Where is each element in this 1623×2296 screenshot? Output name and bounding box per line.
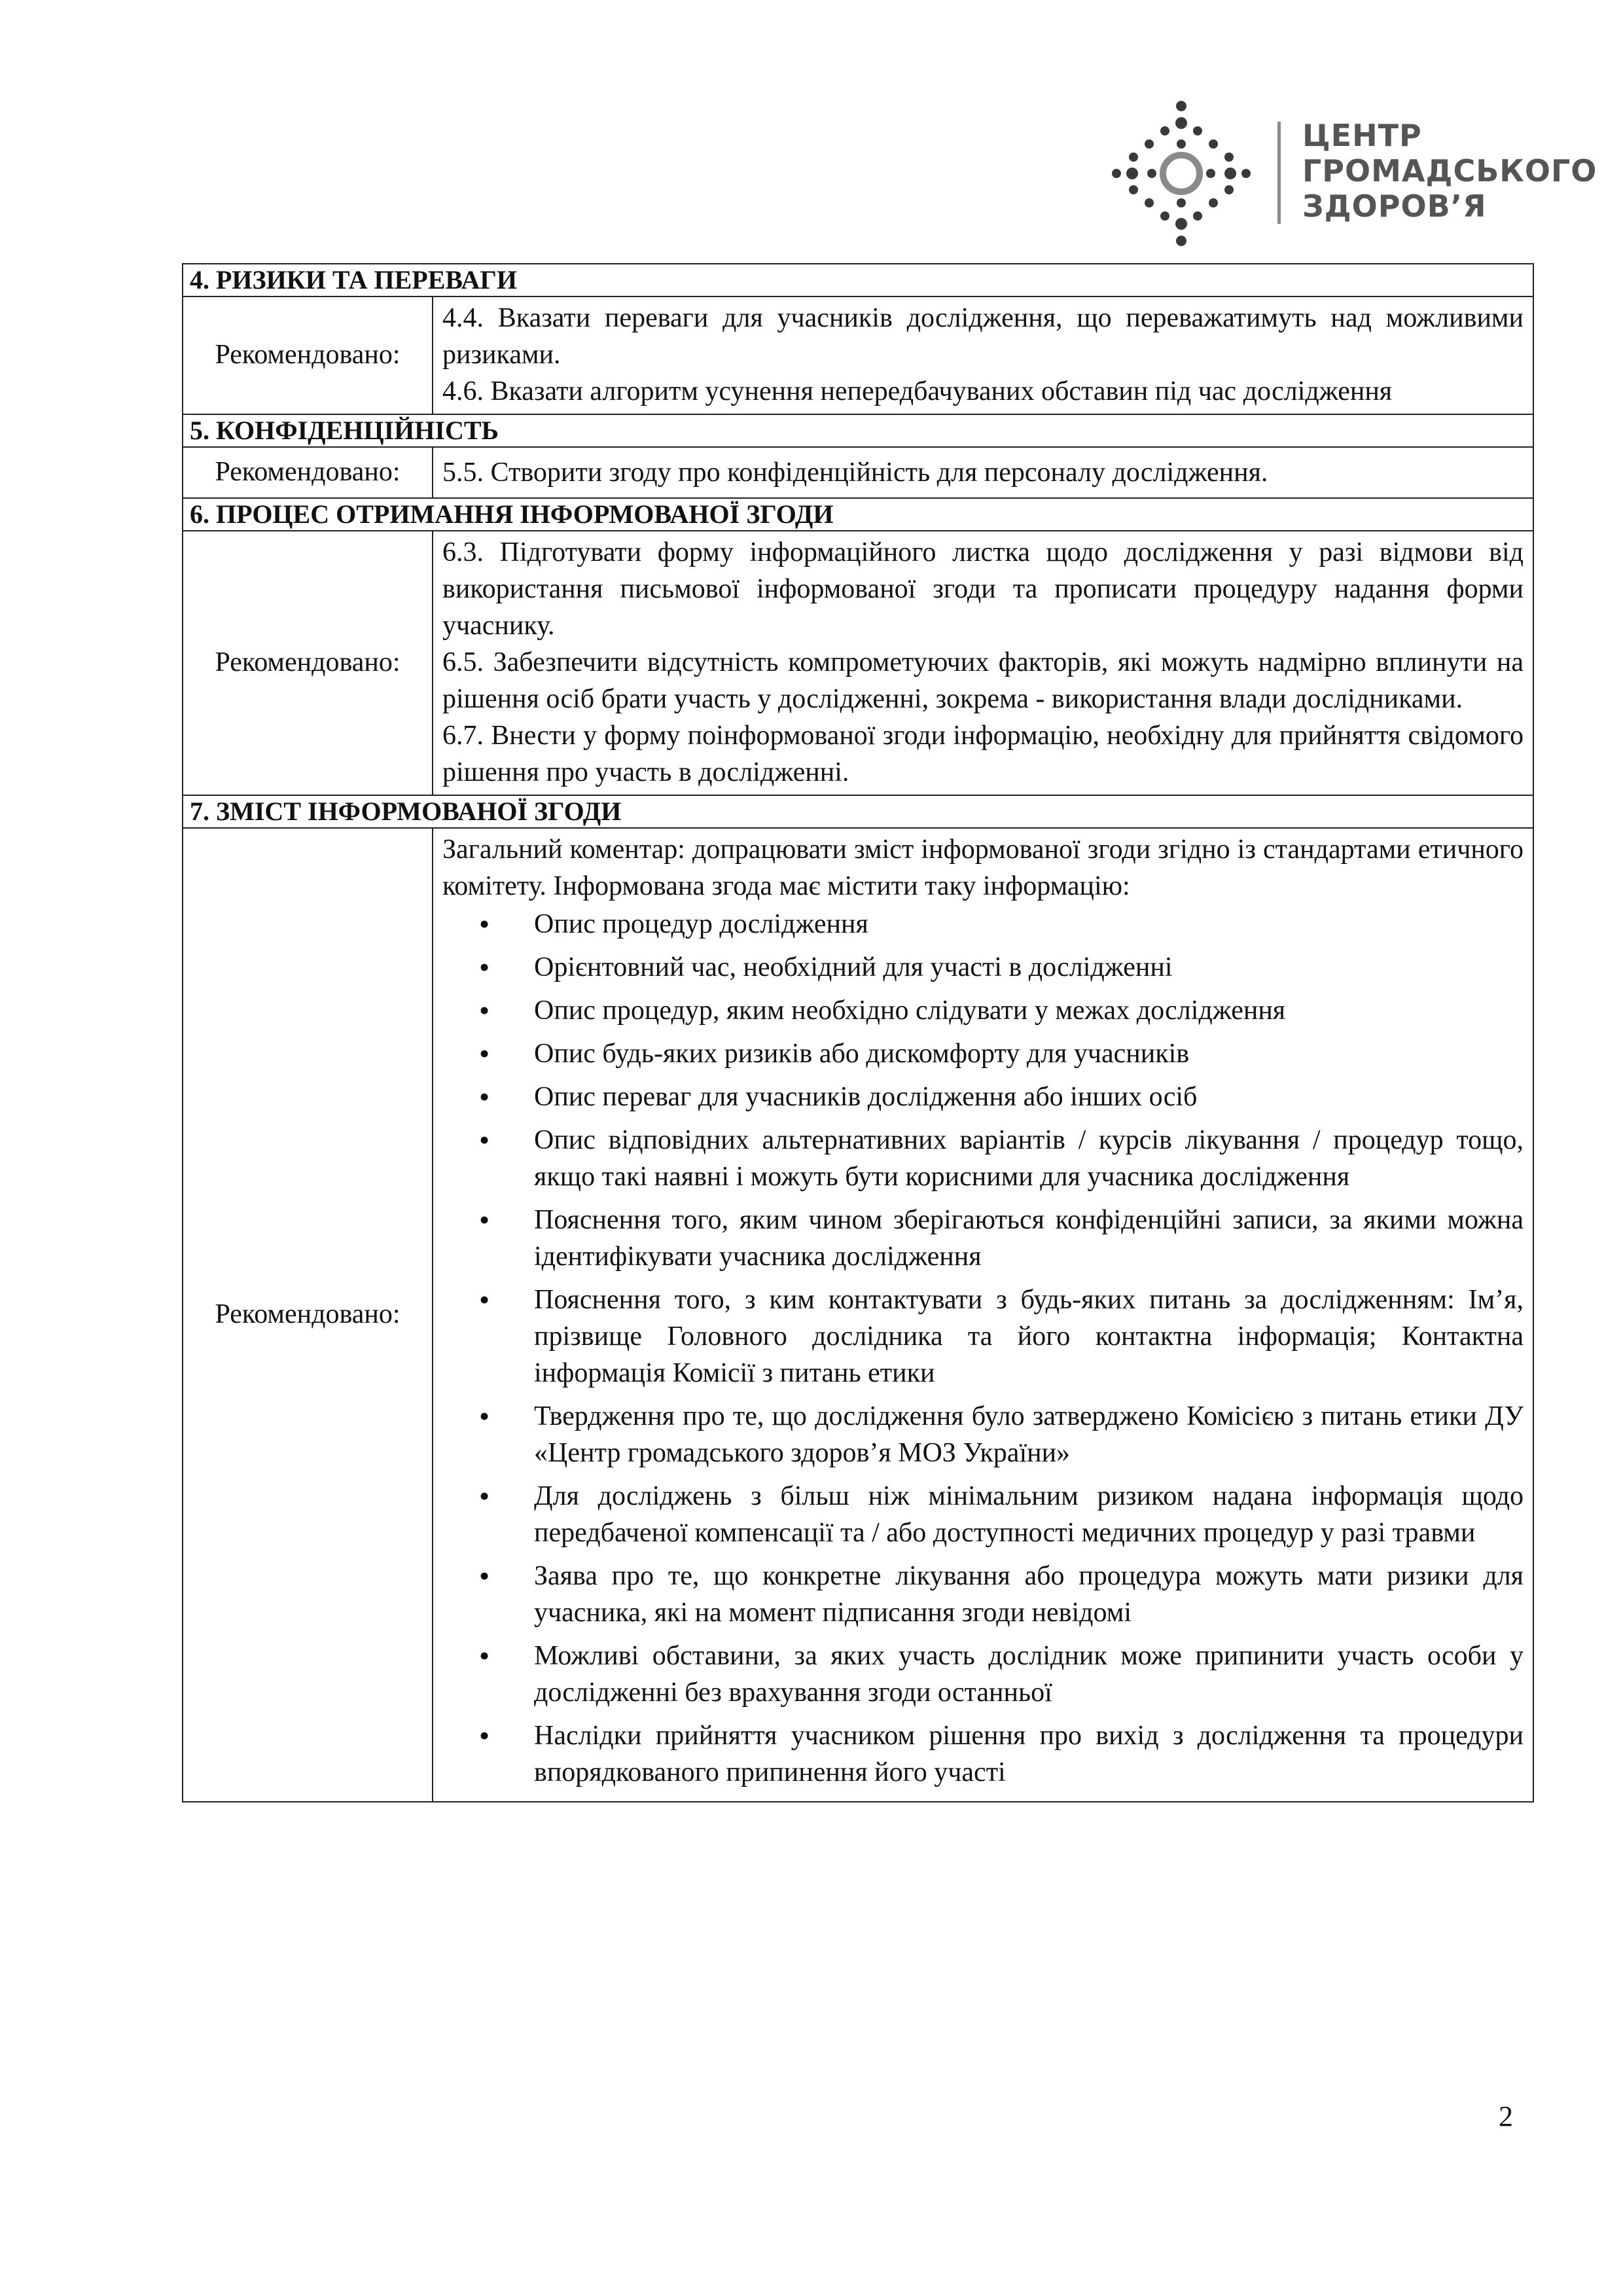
- review-table: [182, 263, 1534, 1803]
- list-item: • Для досліджень з більш ніж мінімальним ризиком надана інформація щодо передбаченої компенсації та / або доступності медичних процедур у разі травми: [534, 1478, 1524, 1551]
- recommendation-item: 6.7. Внести у форму поінформованої згоди інформацію, необхідну для прийняття свідомого рішення про участь в дослідженні.: [442, 721, 1524, 787]
- section-row-confidentiality: [183, 447, 1533, 498]
- list-item: • Пояснення того, з ким контактувати з будь-яких питань за дослідженням: Ім’я, прізвище Головного дослідника та його контактна інформація; Контактна інформація Комісії з питань етики: [534, 1282, 1524, 1391]
- section-heading: 4. РИЗИКИ ТА ПЕРЕВАГИ: [183, 264, 1533, 296]
- recommendation-item: 4.6. Вказати алгоритм усунення непередбачуваних обставин під час дослідження: [442, 376, 1393, 406]
- bullet-list: [442, 906, 1524, 1791]
- row-content: [433, 296, 1533, 414]
- logo: [1106, 98, 1597, 249]
- list-item: • Пояснення того, яким чином зберігаються конфіденційні записи, за якими можна ідентифікувати учасника дослідження: [534, 1202, 1524, 1275]
- row-label: Рекомендовано:: [183, 447, 433, 498]
- section-heading: 6. ПРОЦЕС ОТРИМАННЯ ІНФОРМОВАНОЇ ЗГОДИ: [183, 498, 1533, 531]
- list-item: • Твердження про те, що дослідження було затверджено Комісією з питань етики ДУ «Центр громадського здоров’я МОЗ України»: [534, 1398, 1524, 1471]
- row-label: Рекомендовано:: [183, 531, 433, 795]
- row-content: [433, 531, 1533, 795]
- section-heading: 7. ЗМІСТ ІНФОРМОВАНОЇ ЗГОДИ: [183, 795, 1533, 828]
- recommendation-item: 5.5. Створити згоду про конфіденційність для персоналу дослідження.: [442, 457, 1268, 488]
- row-label: Рекомендовано:: [183, 296, 433, 414]
- section-heading-consent-content: [183, 795, 1533, 828]
- section-heading: 5. КОНФІДЕНЦІЙНІСТЬ: [183, 414, 1533, 447]
- list-item: • Орієнтовний час, необхідний для участі в дослідженні: [534, 949, 1524, 986]
- recommendation-item: 6.3. Підготувати форму інформаційного листка щодо дослідження у разі відмови від використання письмової інформованої згоди та прописати процедуру надання форми учаснику.: [442, 537, 1524, 641]
- general-comment: Загальний коментар: допрацювати зміст інформованої згоди згідно із стандартами етичного комітету. Інформована згода має містити таку інформацію:: [442, 834, 1524, 901]
- recommendation-item: 4.4. Вказати переваги для учасників дослідження, що переважатимуть над можливими ризиками.: [442, 303, 1524, 370]
- list-item: • Можливі обставини, за яких участь дослідник може припинити участь особи у дослідженні без врахування згоди останньої: [534, 1638, 1524, 1711]
- logo-separator: [1277, 122, 1281, 224]
- list-item: • Опис будь-яких ризиків або дискомфорту для учасників: [534, 1035, 1524, 1072]
- list-item: • Опис процедур дослідження: [534, 906, 1524, 942]
- logo-line: ГРОМАДСЬКОГО: [1302, 153, 1597, 188]
- list-item: • Наслідки прийняття учасником рішення про вихід з дослідження та процедури впорядкованого припинення його участі: [534, 1717, 1524, 1791]
- section-row-consent-process: [183, 531, 1533, 795]
- logo-text: [1302, 118, 1597, 224]
- logo-dots-icon: [1106, 98, 1257, 249]
- row-label: Рекомендовано:: [183, 828, 433, 1802]
- row-content: [433, 447, 1533, 498]
- section-row-consent-content: [183, 828, 1533, 1802]
- row-content: [433, 828, 1533, 1802]
- section-row-risks: [183, 296, 1533, 414]
- list-item: • Заява про те, що конкретне лікування або процедура можуть мати ризики для учасника, які на момент підписання згоди невідомі: [534, 1558, 1524, 1631]
- list-item: • Опис відповідних альтернативних варіантів / курсів лікування / процедур тощо, якщо такі наявні і можуть бути корисними для учасника дослідження: [534, 1122, 1524, 1195]
- recommendation-item: 6.5. Забезпечити відсутність компрометуючих факторів, які можуть надмірно вплинути на рішення осіб брати участь у дослідженні, зокрема - використання влади дослідниками.: [442, 647, 1524, 714]
- list-item: • Опис процедур, яким необхідно слідувати у межах дослідження: [534, 992, 1524, 1029]
- page-number: 2: [1499, 2100, 1513, 2132]
- section-heading-consent-process: [183, 498, 1533, 531]
- section-heading-risks: [183, 264, 1533, 296]
- section-heading-confidentiality: [183, 414, 1533, 447]
- logo-line: ЦЕНТР: [1302, 118, 1422, 153]
- list-item: • Опис переваг для учасників дослідження або інших осіб: [534, 1079, 1524, 1115]
- logo-line: ЗДОРОВ’Я: [1302, 188, 1487, 224]
